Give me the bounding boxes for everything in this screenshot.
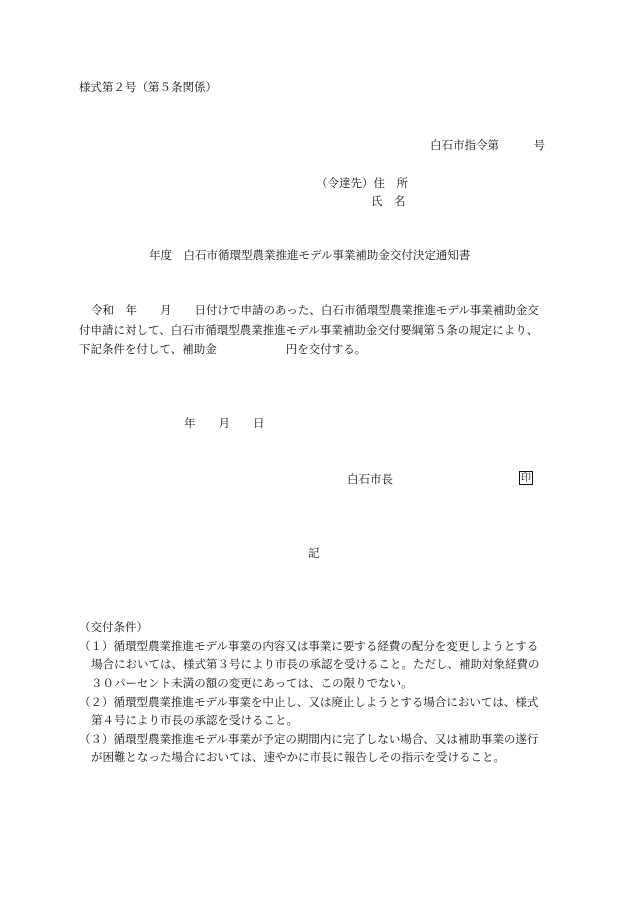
condition-line: ３０パーセント未満の額の変更にあっては、この限りでない。 [91,676,413,690]
condition-line: 場合においては、様式第３号により市長の承認を受けること。ただし、補助対象経費の [91,657,540,671]
date-line: 年 月 日 [184,416,265,430]
recipient-name-label: 氏 名 [371,194,406,208]
condition-line: （１）循環型農業推進モデル事業の内容又は事業に要する経費の配分を変更しようとする [79,639,539,653]
condition-line: （３）循環型農業推進モデル事業が予定の期間内に完了しない場合、又は補助事業の遂行 [79,732,539,746]
document-title: 年度 白石市循環型農業推進モデル事業補助金交付決定通知書 [149,248,471,262]
body-line: 令和 年 月 日付けで申請のあった、白石市循環型農業推進モデル事業補助金交 [91,303,539,317]
ki-heading: 記 [308,546,320,560]
condition-line: （２）循環型農業推進モデル事業を中止し、又は廃止しようとする場合においては、様式 [79,695,539,709]
recipient-address-label: （令達先）住 所 [316,176,408,190]
condition-line: 第４号により市長の承認を受けること。 [91,713,298,727]
condition-line: が困難となった場合においては、速やかに市長に報告しその指示を受けること。 [91,750,505,764]
issuer-name: 白石市長 [347,472,393,486]
body-paragraph [79,305,551,365]
conditions-header: （交付条件） [79,620,148,634]
body-line: 付申請に対して、白石市循環型農業推進モデル事業補助金交付要綱第５条の規定により、 [79,323,539,337]
seal-mark: 印 [521,473,531,484]
body-line: 下記条件を付して、補助金 円を交付する。 [79,342,367,356]
form-number: 様式第２号（第５条関係） [79,80,217,94]
document-number: 白石市指令第 号 [430,138,545,152]
